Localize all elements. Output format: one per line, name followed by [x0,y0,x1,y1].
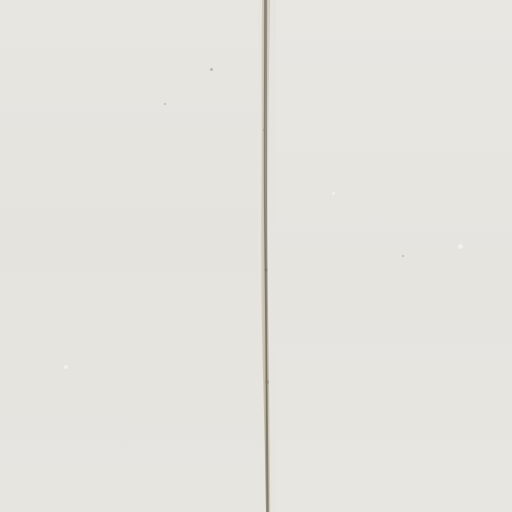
right-wall-panel [276,0,512,512]
seam-stain [265,269,268,272]
surface-speck [402,255,404,257]
seam-stain [263,129,265,131]
surface-speck [458,244,463,249]
vertical-seam [252,0,278,512]
seam-stain [265,380,269,384]
surface-speck [64,365,68,369]
surface-speck [332,192,335,195]
surface-speck [164,103,166,105]
surface-speck [210,68,213,71]
